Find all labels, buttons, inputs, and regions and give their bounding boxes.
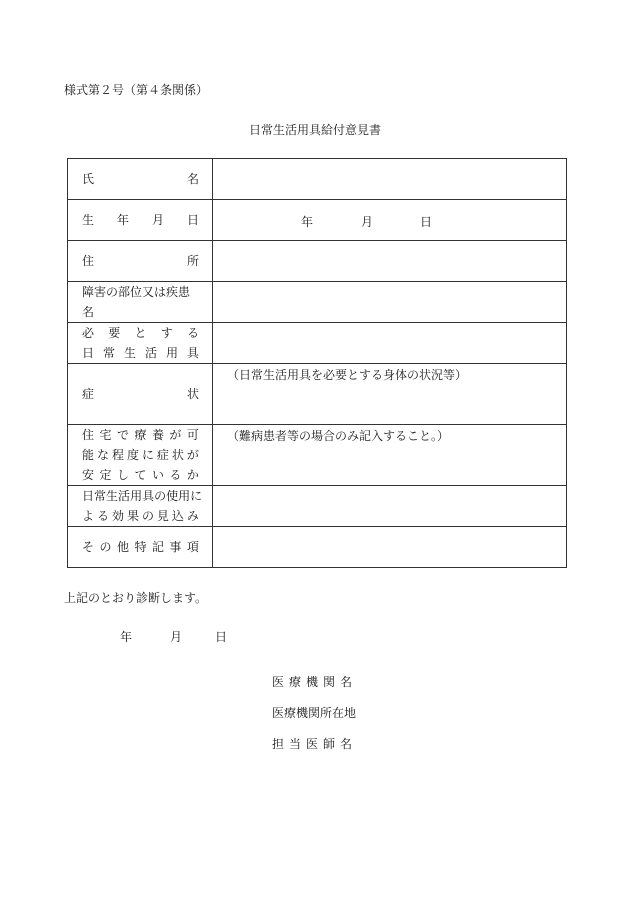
justified-label-text: 日 常 生 活 用 具 の 使 用 に — [82, 489, 203, 503]
remarks-label — [68, 527, 213, 568]
address-label — [68, 241, 213, 282]
row-remarks — [68, 527, 567, 568]
diagnosis-year-unit: 年 — [120, 630, 133, 644]
justified-label-text: 生 年 月 日 — [82, 213, 199, 227]
home-care-note: （難病患者等の場合のみ記入すること。） — [227, 429, 450, 443]
document-title: 日常生活用具給付意見書 — [248, 123, 381, 137]
equipment-label — [68, 323, 213, 364]
row-address — [68, 241, 567, 282]
address-field[interactable] — [213, 241, 567, 282]
birth-month-unit: 月 — [361, 215, 374, 229]
justified-label-text: 日 常 生 活 用 具 — [82, 346, 199, 360]
doctor-name-label — [272, 735, 352, 752]
row-symptoms — [68, 364, 567, 425]
symptoms-note: （日常生活用具を必要とする身体の状況等） — [227, 368, 468, 382]
symptoms-field[interactable] — [213, 364, 567, 425]
row-effect — [68, 486, 567, 527]
row-birthdate — [68, 200, 567, 241]
opinion-form-table — [67, 158, 567, 568]
home-care-field[interactable] — [213, 425, 567, 486]
justified-label-text: 住 宅 で 療 養 が 可 — [82, 428, 199, 442]
effect-field[interactable] — [213, 486, 567, 527]
justified-label-text: そ の 他 特 記 事 項 — [82, 540, 199, 554]
diagnosis-day-unit: 日 — [215, 630, 228, 644]
form-number: 様式第２号（第４条関係） — [64, 83, 209, 97]
row-equipment — [68, 323, 567, 364]
disability-label: 障害の部位又は疾患名 — [68, 282, 213, 323]
name-field[interactable] — [213, 159, 567, 200]
justified-label-text: 氏 名 — [82, 172, 199, 186]
effect-label — [68, 486, 213, 527]
institution-address-label: 医療機関所在地 — [272, 706, 357, 720]
birth-year-unit: 年 — [301, 215, 314, 229]
birthdate-label — [68, 200, 213, 241]
symptoms-label — [68, 364, 213, 425]
diagnosis-statement: 上記のとおり診断します。 — [64, 591, 208, 605]
remarks-field[interactable] — [213, 527, 567, 568]
justified-label-text: 担 当 医 師 名 — [272, 737, 352, 751]
justified-label-text: 医 療 機 関 名 — [272, 675, 352, 689]
disability-field[interactable] — [213, 282, 567, 323]
row-name — [68, 159, 567, 200]
institution-name-label — [272, 673, 352, 690]
justified-label-text: 安 定 し て い る か — [82, 468, 199, 482]
diagnosis-month-unit: 月 — [170, 630, 183, 644]
birth-day-unit: 日 — [420, 215, 433, 229]
justified-label-text: 住 所 — [82, 254, 199, 268]
home-care-label — [68, 425, 213, 486]
row-home-care — [68, 425, 567, 486]
row-disability — [68, 282, 567, 323]
birthdate-field[interactable] — [213, 200, 567, 241]
justified-label-text: 症 状 — [82, 387, 199, 401]
name-label — [68, 159, 213, 200]
equipment-field[interactable] — [213, 323, 567, 364]
justified-label-text: 必 要 と す る — [82, 326, 199, 340]
justified-label-text: よ る 効 果 の 見 込 み — [82, 509, 199, 523]
justified-label-text: 能 な 程 度 に 症 状 が — [82, 448, 199, 462]
